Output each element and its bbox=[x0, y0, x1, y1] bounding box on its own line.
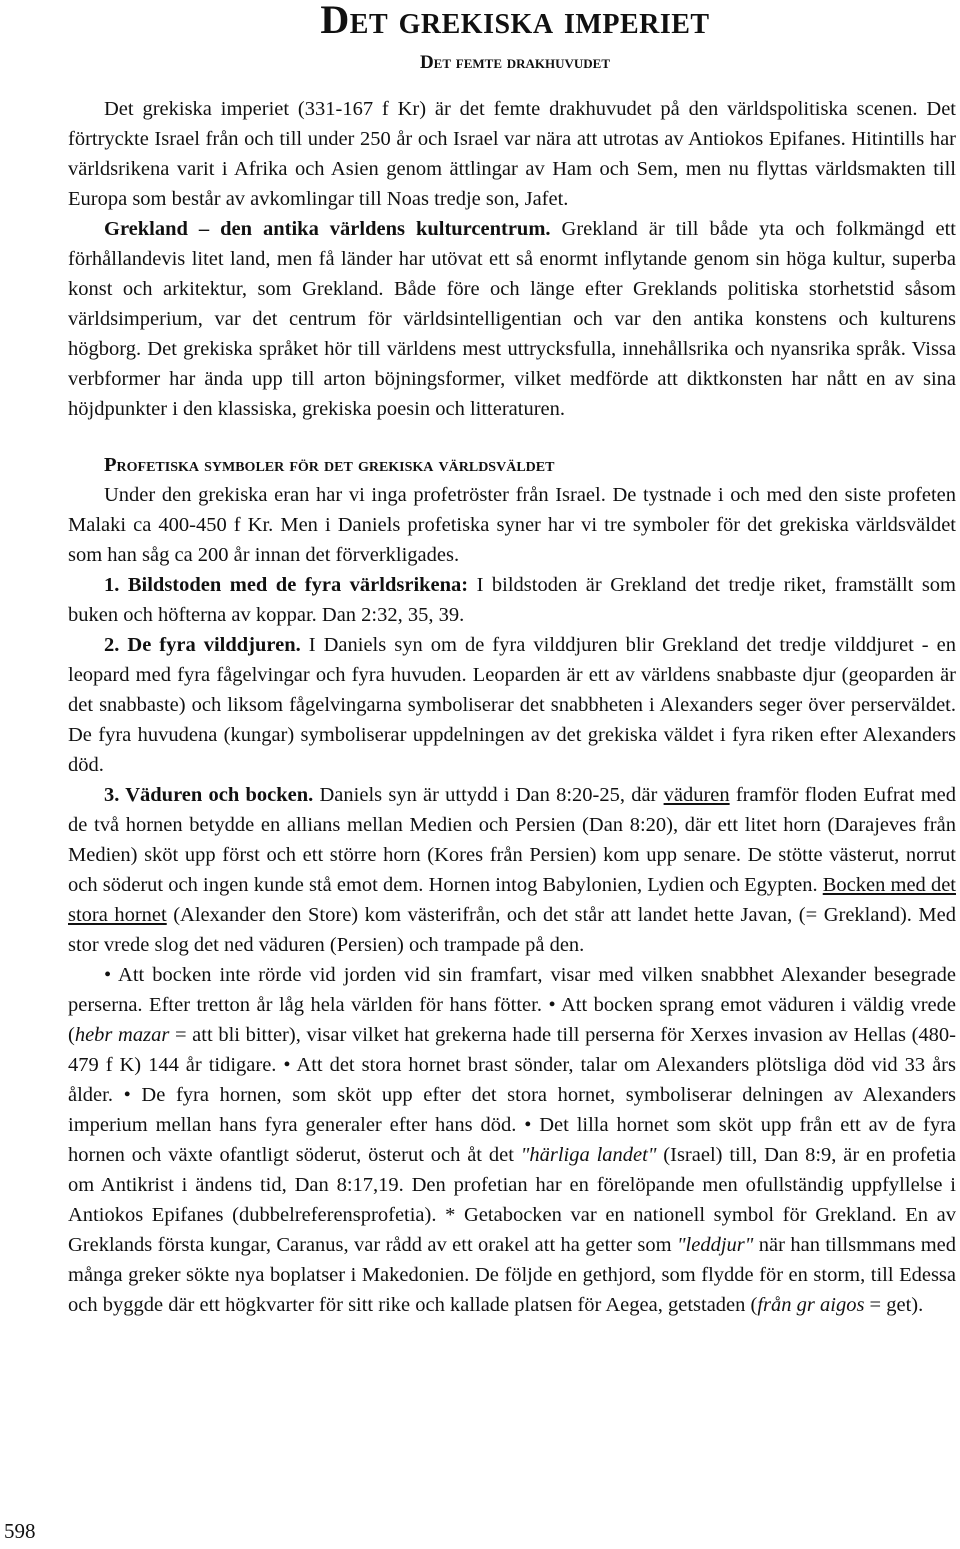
symbol-item-3-lead: 3. Väduren och bocken. bbox=[104, 784, 314, 806]
intro-paragraph: Det grekiska imperiet (331-167 f Kr) är det femte drakhuvudet på den världspolitiska scenen. Det förtryckte Israel från och till under 250 år och Israel var nära att utrotas av Antiokos Epifanes. Hitintills har världsrikena varit i Afrika och Asien genom ättlingar av Ham och Sem, men nu flyttas världsmakten till Europa som består av avkomlingar till Noas tredje son, Jafet. bbox=[68, 98, 956, 210]
bullet-text-d: när han tillsmmans med många greker sökte nya boplatser i Makedonien. De följde en gethjord, som flydde för en storm, till Edessa och byggde där ett högkvarter för sitt rike och kallade platsen för Aegea, getstaden ( bbox=[68, 1234, 957, 1316]
symbol-item-1-text: I bildstoden är Grekland det tredje riket, framställt som buken och höfterna av koppar. Dan 2:32, 35, 39. bbox=[68, 574, 957, 626]
symbol-item-2-text: I Daniels syn om de fyra vilddjuren blir Grekland det tredje vilddjuret - en leopard med fyra fågelvingar och fyra huvuden. Leoparden är ett av världens snabbaste djur (geoparden är det snabbaste) och liksom fågelvingarna symboliserar det snabbheten i Alexanders seger över perserväldet. De fyra huvudena (kungar) symboliserar uppdelningen av det grekiska väldet i fyra riken efter Alexanders död. bbox=[68, 634, 956, 776]
italic-fran-gr-aigos: från gr aigos bbox=[757, 1294, 865, 1316]
page-title: Det grekiska imperiet bbox=[320, 0, 710, 42]
symbol-item-3 bbox=[68, 780, 956, 960]
document-body bbox=[68, 94, 956, 1320]
symbol-item-3-text-c: (Alexander den Store) kom västerifrån, och det står att landet hette Javan, (= Grekland). Med stor vrede slog det ned väduren (Persien) och trampade på den. bbox=[68, 904, 956, 956]
symbol-item-1-lead: 1. Bildstoden med de fyra världsrikena: bbox=[104, 574, 469, 596]
section-intro-paragraph: Under den grekiska eran har vi inga profetröster från Israel. De tystnade i och med den siste profeten Malaki ca 400-450 f Kr. Men i Daniels profetiska syner har vi tre symboler för det grekiska världsväldet som han såg ca 200 år innan det förverkligades. bbox=[68, 484, 956, 566]
section-heading: Profetiska symboler för det grekiska världsväldet bbox=[104, 454, 555, 476]
bullet-text-b: = att bli bitter), visar vilket hat grekerna hade till perserna för Xerxes invasion av Hellas (480-479 f K) 144 år tidigare. • Att det stora hornet brast sönder, talar om Alexanders plötsliga död vid 33 års ålder. • De fyra hornen, som sköt upp efter det stora hornet, symboliserar delningen av Alexanders imperium mellan hans fyra generaler efter hans död. • Det lilla hornet som sköt upp från ett av de fyra hornen och växte ofantligt söderut, österut och åt det bbox=[68, 1024, 956, 1166]
underlined-vaduren: väduren bbox=[663, 784, 730, 806]
symbol-item-1 bbox=[68, 570, 956, 630]
symbol-item-2-lead: 2. De fyra vilddjuren. bbox=[104, 634, 301, 656]
symbol-item-3-text-b: framför floden Eufrat med de två hornen betydde en allians mellan Medien och Persien (Dan 8:20), där ett litet horn (Darajeves från Medien) sköt upp först och ett större horn (Kores från Persien) kom upp senare. De stötte västerut, norrut och söderut och ingen kunde stå emot dem. Hornen intog Babylonien, Lydien och Egypten. bbox=[68, 784, 956, 896]
underlined-bocken: Bocken med det stora hornet bbox=[68, 874, 956, 926]
bullet-text-c: (Israel) till, Dan 8:9, är en profetia om Antikrist i ändens tid, Dan 8:17,19. Den profetian har en förelöpande men ofullständig uppfyllelse i Antiokos Epifanes (dubbelreferensprofetia). * Getabocken var en nationell symbol för Grekland. En av Greklands första kungar, Caranus, var rådd av ett orakel att ha getter som bbox=[68, 1144, 956, 1256]
italic-hebr-mazar: hebr mazar bbox=[74, 1024, 170, 1046]
page-number: 598 bbox=[4, 1519, 36, 1543]
italic-harliga-landet: "härliga landet" bbox=[520, 1144, 657, 1166]
page-subtitle: Det femte drakhuvudet bbox=[419, 52, 611, 73]
culture-text: Grekland är till både yta och folkmängd ett förhållandevis litet land, men få länder har utövat ett så enormt inflytande genom sin höga kultur, superba konst och arkitektur, som Grekland. Både före och länge efter Greklands politiska storhetstid såsom världsimperium, var det centrum för världsintelligentian och var den antika konstens och kulturens högborg. Det grekiska språket hör till världens mest uttrycksfulla, innehållsrika och nyansrika språk. Vissa verbformer har ända upp till arton böjningsformer, vilket medförde att diktkonsten har nått en av sina höjdpunkter i den klassiska, grekiska poesin och litteraturen. bbox=[68, 218, 956, 420]
symbol-item-2 bbox=[68, 630, 956, 780]
bullet-text-e: = get). bbox=[864, 1294, 924, 1316]
italic-leddjur: "leddjur" bbox=[676, 1234, 754, 1256]
bullet-text-a: • Att bocken inte rörde vid jorden vid sin framfart, visar med vilken snabbhet Alexander besegrade perserna. Efter tretton år låg hela världen för hans fötter. • Att bocken sprang emot väduren i väldig vrede ( bbox=[68, 964, 956, 1046]
symbol-item-3-text-a: Daniels syn är uttydd i Dan 8:20-25, där bbox=[313, 784, 664, 806]
bullet-paragraph bbox=[68, 960, 956, 1320]
culture-lead: Grekland – den antika världens kulturcentrum. bbox=[104, 218, 551, 240]
culture-paragraph bbox=[68, 214, 956, 424]
